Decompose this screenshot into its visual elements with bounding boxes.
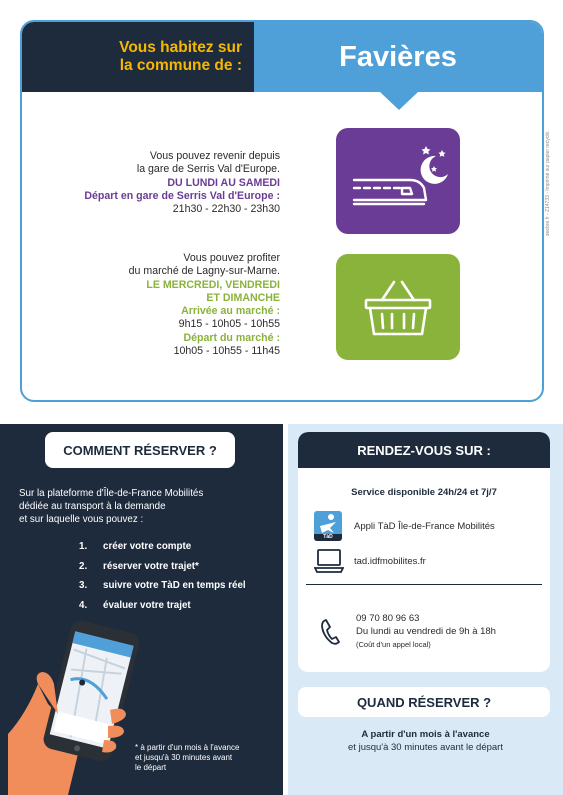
step-number: 4. xyxy=(79,599,88,611)
market-arrival-times: 9h15 - 10h05 - 10h55 xyxy=(178,318,280,331)
footnote-2: et jusqu'à 30 minutes avant xyxy=(135,753,233,762)
market-departure-times: 10h05 - 10h55 - 11h45 xyxy=(173,345,280,358)
step-number: 1. xyxy=(79,541,88,552)
evening-text-2: la gare de Serris Val d'Europe. xyxy=(136,163,280,176)
phone-hours: Du lundi au vendredi de 9h à 18h xyxy=(356,626,496,637)
step-text: réserver votre trajet* xyxy=(103,560,199,572)
commune-prompt-line1: Vous habitez sur xyxy=(119,39,242,56)
phone-info xyxy=(356,612,496,651)
town-header xyxy=(254,22,542,92)
how-intro xyxy=(19,487,203,526)
when-to-book-title: QUAND RÉSERVER ? xyxy=(356,694,492,710)
footnote-1: * à partir d'un mois à l'avance xyxy=(135,743,240,752)
step-text: créer votre compte xyxy=(103,541,192,552)
when-line-1: A partir d'un mois à l'avance xyxy=(361,729,490,740)
tad-badge-label: TàD xyxy=(323,534,333,540)
when-to-book-heading xyxy=(298,687,550,717)
evening-departure-label: Départ en gare de Serris Val d'Europe : xyxy=(84,189,280,202)
evening-train-icon xyxy=(336,128,460,234)
laptop-icon xyxy=(314,548,344,574)
evening-text-1: Vous pouvez revenir depuis xyxy=(149,150,280,162)
how-intro-1: Sur la plateforme d'Île-de-France Mobilités xyxy=(19,488,204,499)
commune-header xyxy=(22,22,254,92)
market-arrival-label: Arrivée au marché : xyxy=(181,305,280,318)
hand-phone-illustration xyxy=(8,614,148,795)
phone-number[interactable]: 09 70 80 96 63 xyxy=(356,613,420,624)
app-link[interactable]: Appli TàD Île-de-France Mobilités xyxy=(354,521,495,532)
step-number: 2. xyxy=(79,560,88,572)
market-departure-label: Départ du marché : xyxy=(183,331,280,344)
evening-return-info xyxy=(84,150,280,216)
contact-panel xyxy=(288,424,563,795)
tad-app-badge[interactable] xyxy=(314,511,342,541)
market-days-2: ET DIMANCHE xyxy=(206,291,280,304)
header-pointer xyxy=(380,92,418,110)
list-item xyxy=(79,580,246,600)
step-text: évaluer votre trajet xyxy=(103,599,191,611)
market-text-1: Vous pouvez profiter xyxy=(183,252,280,264)
market-tile xyxy=(336,254,460,360)
phone-cost: (Coût d'un appel local) xyxy=(356,640,431,649)
market-info xyxy=(129,252,280,358)
how-intro-3: et sur laquelle vous pouvez : xyxy=(19,514,144,525)
website-link[interactable]: tad.idfmobilites.fr xyxy=(354,556,426,567)
booking-steps xyxy=(79,541,246,619)
when-line-2: et jusqu'à 30 minutes avant le départ xyxy=(348,742,503,753)
list-item xyxy=(79,541,246,561)
booking-footnote xyxy=(135,743,239,773)
market-days-1: LE MERCREDI, VENDREDI xyxy=(146,278,280,291)
phone-handset-icon xyxy=(320,618,342,646)
card-divider xyxy=(306,584,542,585)
availability-text: Service disponible 24h/24 et 7j/7 xyxy=(351,487,497,498)
how-to-book-title: COMMENT RÉSERVER ? xyxy=(63,442,217,458)
step-number: 3. xyxy=(79,580,88,591)
evening-days: DU LUNDI AU SAMEDI xyxy=(167,176,280,189)
footnote-3: le départ xyxy=(135,763,167,772)
step-text: suivre votre TàD en temps réel xyxy=(103,580,246,591)
how-intro-2: dédiée au transport à la demande xyxy=(19,501,166,512)
print-credit: zeebre.fr - 214733 - Imprimé sur papier recyclé. xyxy=(545,130,551,236)
list-item xyxy=(79,561,246,581)
rendezvous-card xyxy=(298,432,550,672)
market-text-2: du marché de Lagny-sur-Marne. xyxy=(128,265,280,278)
how-to-book-panel xyxy=(0,424,283,795)
rendezvous-heading xyxy=(298,432,550,468)
evening-times: 21h30 - 22h30 - 23h30 xyxy=(172,203,280,216)
how-to-book-heading xyxy=(45,432,235,468)
commune-prompt-line2: la commune de : xyxy=(119,57,242,74)
town-name: Favières xyxy=(339,40,457,73)
rendezvous-title: RENDEZ-VOUS SUR : xyxy=(357,442,491,458)
when-to-book-text xyxy=(288,728,563,754)
evening-train-tile xyxy=(336,128,460,234)
destination-card xyxy=(20,20,544,402)
market-basket-icon xyxy=(336,254,460,360)
